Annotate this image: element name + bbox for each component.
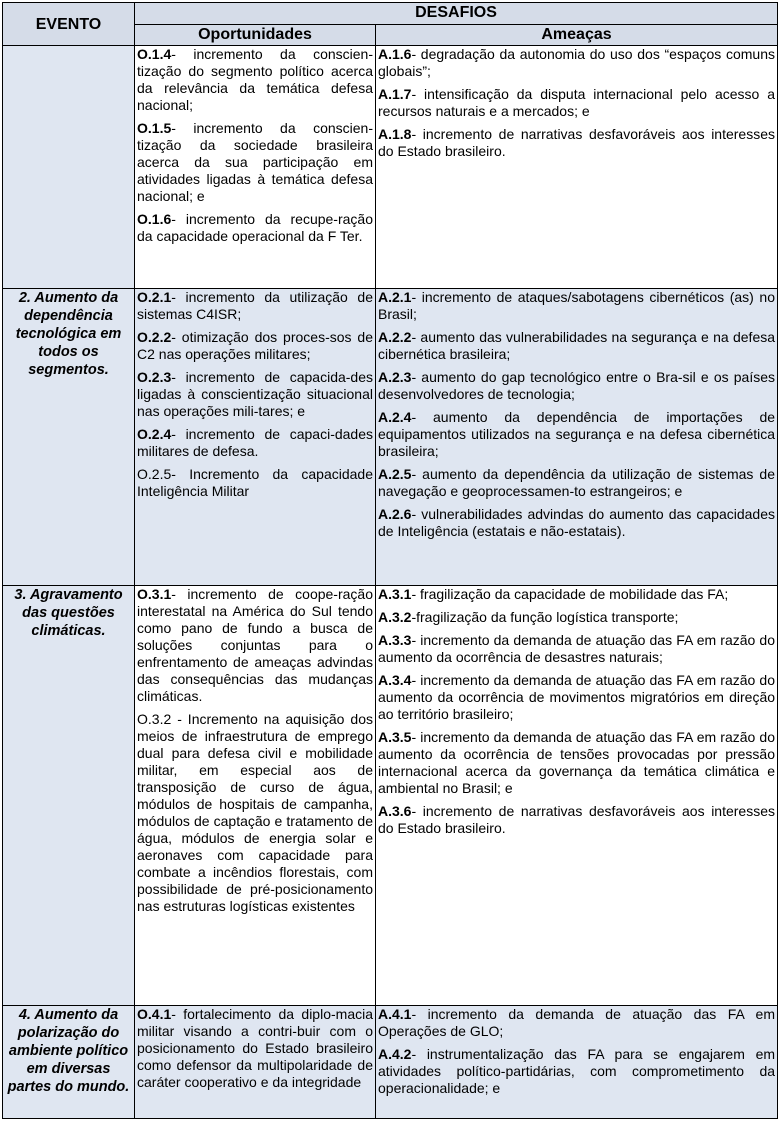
list-item: A.2.2- aumento das vulnerabilidades na segurança e na defesa cibernética brasileira; (378, 329, 776, 362)
list-item: A.3.4- incremento da demanda de atuação das FA em razão do aumento da ocorrência de movimentos migratórios em direção ao território brasileiro; (378, 672, 776, 722)
header-desafios: DESAFIOS (135, 3, 778, 25)
list-item: O.1.4- incremento da conscien-tização do segmento político acerca da relevância da temática defesa nacional; (137, 46, 373, 113)
ameacas-cell (376, 586, 778, 1006)
ameacas-cell (376, 289, 778, 586)
list-item: O.2.4- incremento de capaci-dades militares de defesa. (137, 426, 373, 459)
oportunidades-cell (135, 46, 376, 289)
list-item: O.4.1- fortalecimento da diplo-macia militar visando a contri-buir com o posicionamento do Estado brasileiro como defensor da multipolaridade de caráter cooperativo e da integridade (137, 1006, 373, 1090)
list-item: A.1.7- intensificação da disputa internacional pelo acesso a recursos naturais e a mercados; e (378, 86, 776, 119)
list-item: O.2.3- incremento de capacida-des ligadas à conscientização situacional nas operações mili-tares; e (137, 369, 373, 419)
list-item: A.2.4- aumento da dependência de importações de equipamentos utilizados na segurança e na defesa cibernética brasileira; (378, 409, 776, 459)
evento-cell: 4. Aumento da polarização do ambiente político em diversas partes do mundo. (3, 1006, 135, 1119)
list-item: A.2.6- vulnerabilidades advindas do aumento das capacidades de Inteligência (estatais e não-estatais). (378, 506, 776, 539)
header-oportunidades: Oportunidades (135, 24, 376, 46)
oportunidades-cell (135, 289, 376, 586)
list-item: A.2.5- aumento da dependência da utilização de sistemas de navegação e geoprocessamen-to estrangeiros; e (378, 466, 776, 499)
list-item: O.1.5- incremento da conscien-tização da sociedade brasileira acerca da sua participação em atividades ligadas à temática defesa nacional; e (137, 120, 373, 204)
list-item: A.4.1- incremento da demanda de atuação das FA em Operações de GLO; (378, 1006, 776, 1039)
list-item: O.1.6- incremento da recupe-ração da capacidade operacional da F Ter. (137, 211, 373, 244)
oportunidades-cell (135, 1006, 376, 1119)
table-row (3, 289, 778, 586)
list-item: A.3.3- incremento da demanda de atuação das FA em razão do aumento da ocorrência de desastres naturais; (378, 632, 776, 665)
evento-cell: 3. Agravamento das questões climáticas. (3, 586, 135, 1006)
list-item: O.3.2 - Incremento na aquisição dos meios de infraestrutura de emprego dual para defesa civil e mobilidade militar, em especial aos de transposição de curso de água, módulos de hospitais de campanha, módulos de captação e tratamento de água, módulos de energia solar e aeronaves com capacidade para combate a incêndios florestais, com possibilidade de pré-posicionamento nas estruturas logísticas existentes (137, 711, 373, 914)
list-item: O.2.1- incremento da utilização de sistemas C4ISR; (137, 289, 373, 322)
ameacas-cell (376, 1006, 778, 1119)
list-item: A.3.6- incremento de narrativas desfavoráveis aos interesses do Estado brasileiro. (378, 803, 776, 836)
table-row (3, 586, 778, 1006)
list-item: A.1.6- degradação da autonomia do uso dos “espaços comuns globais”; (378, 46, 776, 79)
evento-cell: 2. Aumento da dependência tecnológica em todos os segmentos. (3, 289, 135, 586)
list-item: A.1.8- incremento de narrativas desfavoráveis aos interesses do Estado brasileiro. (378, 126, 776, 159)
list-item: A.2.1- incremento de ataques/sabotagens cibernéticos (as) no Brasil; (378, 289, 776, 322)
list-item: O.3.1- incremento de coope-ração interestatal na América do Sul tendo como pano de fundo a busca de soluções conjuntas para o enfrentamento de ameaças advindas das consequências das mudanças climáticas. (137, 586, 373, 704)
desafios-table (2, 2, 778, 1119)
list-item: A.3.2-fragilização da função logística transporte; (378, 609, 679, 625)
list-item: A.3.1- fragilização da capacidade de mobilidade das FA; (378, 586, 729, 602)
list-item: A.4.2- instrumentalização das FA para se engajarem em atividades político-partidárias, com comprometimento da operacionalidade; e (378, 1046, 776, 1096)
list-item: O.2.2- otimização dos proces-sos de C2 nas operações militares; (137, 329, 373, 362)
header-ameacas: Ameaças (376, 24, 778, 46)
list-item: O.2.5- Incremento da capacidade Inteligência Militar (137, 466, 373, 499)
table-row (3, 46, 778, 289)
evento-cell (3, 46, 135, 289)
header-evento: EVENTO (3, 3, 135, 46)
list-item: A.3.5- incremento da demanda de atuação das FA em razão do aumento da ocorrência de tensões provocadas por pressão internacional acerca da governança da temática climática e ambiental no Brasil; e (378, 729, 776, 796)
list-item: A.2.3- aumento do gap tecnológico entre o Bra-sil e os países desenvolvedores de tecnologia; (378, 369, 776, 402)
ameacas-cell (376, 46, 778, 289)
table-row (3, 1006, 778, 1119)
oportunidades-cell (135, 586, 376, 1006)
